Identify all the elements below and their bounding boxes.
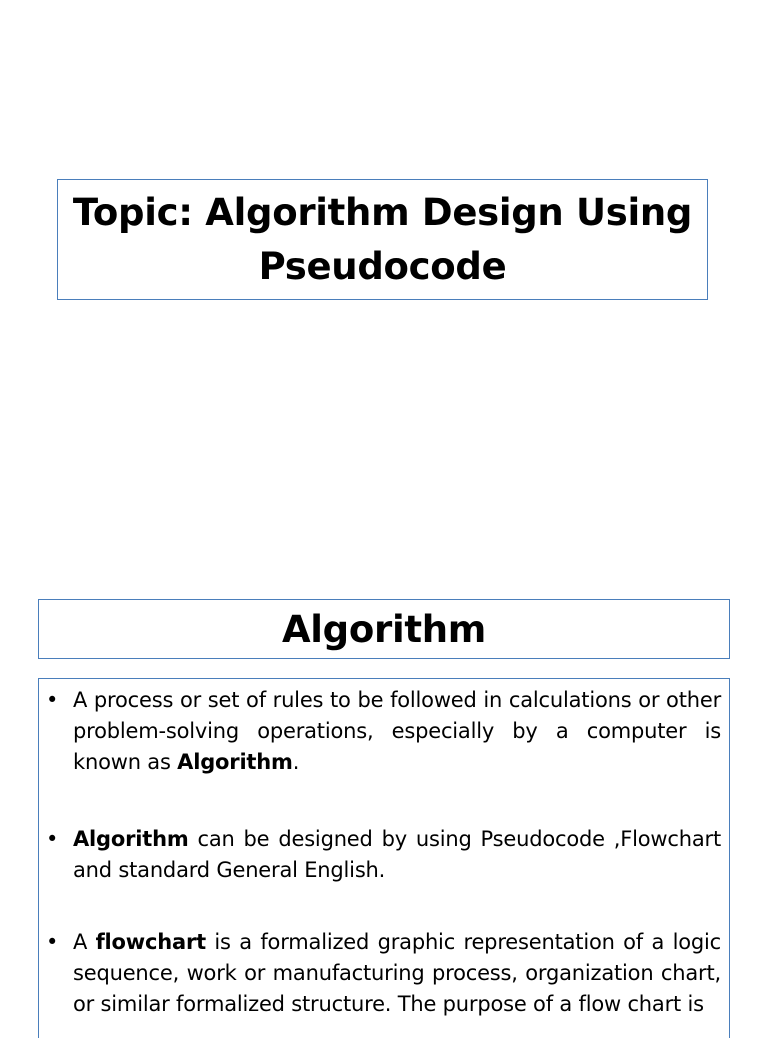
bullet-text: can be designed by using Pseudocode ,Flowchart and standard General English. xyxy=(73,827,721,882)
bullet-text: A process or set of rules to be followed in calculations or other problem-solving operations, especially by a computer is known as xyxy=(73,688,721,774)
page-title-line2: Pseudocode xyxy=(258,244,507,288)
bullet-bold-term: Algorithm xyxy=(177,750,293,774)
bullet-text: is a formalized graphic representation of a logic sequence, work or manufacturing process, organization chart, or similar formalized structure. The purpose of a flow chart is xyxy=(73,930,721,1016)
bullet-text: A xyxy=(73,930,96,954)
bullet-item-design-methods xyxy=(73,824,721,886)
section-heading: Algorithm xyxy=(281,607,487,651)
page-title-line1: Topic: Algorithm Design Using xyxy=(72,190,693,234)
section-heading-box xyxy=(38,599,730,659)
title-box xyxy=(57,179,708,300)
page-title xyxy=(73,186,692,294)
content-box xyxy=(38,678,730,1038)
bullet-text: . xyxy=(292,750,300,774)
bullet-item-algorithm-definition xyxy=(73,685,721,778)
bullet-item-flowchart-definition xyxy=(73,927,721,1020)
bullet-bold-term: flowchart xyxy=(95,930,206,954)
bullet-bold-term: Algorithm xyxy=(73,827,189,851)
